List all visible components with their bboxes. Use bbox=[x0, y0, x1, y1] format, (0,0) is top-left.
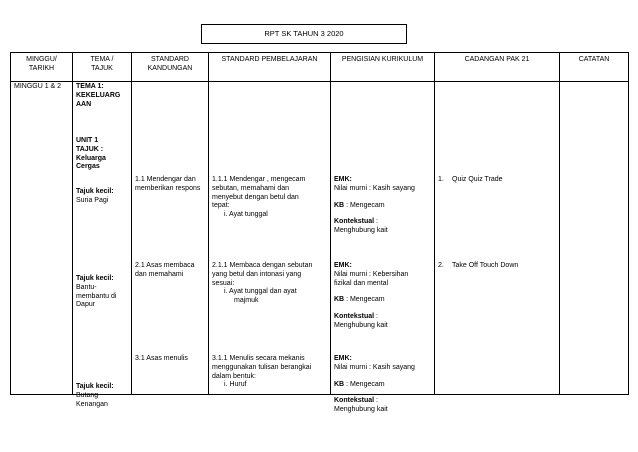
cell-pengisian-kurikulum bbox=[331, 82, 435, 413]
cell-standard-kandungan bbox=[132, 82, 209, 395]
pk-2: EMK: Nilai murni : Kebersihan fizikal dan mental KB : Mengecam Kontekstual : Menghubung kait bbox=[334, 262, 409, 329]
cell-tema bbox=[73, 82, 132, 408]
sk-2: 2.1 Asas membaca dan memahami bbox=[135, 262, 195, 278]
header-minggu: MINGGU/ TARIKH bbox=[11, 53, 73, 82]
pak-1: 1. Quiz Quiz Trade bbox=[438, 176, 503, 183]
tajuk-kecil-3: Tajuk kecil: Butang Kenangan bbox=[76, 383, 114, 408]
sp-2: 2.1.1 Membaca dengan sebutan yang betul dan intonasi yang sesuai: i. Ayat tunggal dan ayat majmuk bbox=[212, 262, 313, 304]
document-title: RPT SK TAHUN 3 2020 bbox=[201, 24, 407, 44]
header-row bbox=[11, 53, 629, 82]
unit-heading: UNIT 1 TAJUK : Keluarga Cergas bbox=[76, 137, 106, 171]
cell-cadangan-pak21 bbox=[435, 82, 560, 395]
tajuk-kecil-1: Tajuk kecil: Suria Pagi bbox=[76, 188, 114, 204]
table-row bbox=[11, 82, 629, 395]
sp-3: 3.1.1 Menulis secara mekanis menggunakan tulisan berangkai dalam bentuk: i. Huruf bbox=[212, 355, 312, 389]
sp-1: 1.1.1 Mendengar , mengecam sebutan, memahami dan menyebut dengan betul dan tepat: i. Ayat tunggal bbox=[212, 176, 306, 218]
header-pengisian-kurikulum: PENGISIAN KURIKULUM bbox=[331, 53, 435, 82]
cell-catatan bbox=[560, 82, 629, 395]
header-cadangan-pak21: CADANGAN PAK 21 bbox=[435, 53, 560, 82]
pak-2: 2. Take Off Touch Down bbox=[438, 262, 519, 269]
tema-heading: TEMA 1: KEKELUARG AAN bbox=[76, 83, 121, 108]
header-catatan: CATATAN bbox=[560, 53, 629, 82]
cell-standard-pembelajaran bbox=[209, 82, 331, 395]
tajuk-kecil-2: Tajuk kecil: Bantu- membantu di Dapur bbox=[76, 275, 117, 309]
pk-1: EMK: Nilai murni : Kasih sayang KB : Mengecam Kontekstual : Menghubung kait bbox=[334, 176, 415, 234]
pk-3: EMK: Nilai murni : Kasih sayang KB : Mengecam Kontekstual : Menghubung kait bbox=[334, 355, 415, 413]
cell-minggu bbox=[11, 82, 73, 395]
sk-1: 1.1 Mendengar dan memberikan respons bbox=[135, 176, 201, 192]
sk-3: 3.1 Asas menulis bbox=[135, 355, 188, 362]
header-standard-pembelajaran: STANDARD PEMBELAJARAN bbox=[209, 53, 331, 82]
rpt-table bbox=[10, 52, 629, 413]
header-standard-kandungan: STANDARD KANDUNGAN bbox=[132, 53, 209, 82]
header-tema: TEMA / TAJUK bbox=[73, 53, 132, 82]
minggu-value: MINGGU 1 & 2 bbox=[14, 83, 62, 90]
